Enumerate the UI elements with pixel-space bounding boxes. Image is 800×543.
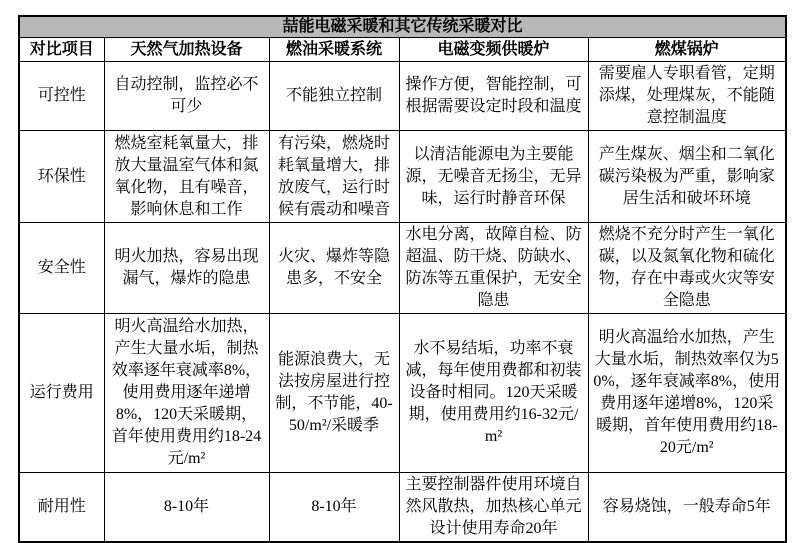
row-label: 安全性	[19, 223, 104, 314]
table-cell: 燃烧不充分时产生一氧化碳，以及氮氧化物和硫化物，存在中毒或火灾等安全隐患	[588, 223, 786, 314]
comparison-table-container	[18, 15, 787, 543]
table-title: 喆能电磁采暖和其它传统采暖对比	[19, 16, 786, 38]
table-cell: 明火高温给水加热，产生大量水垢，制热效率仅为50%，逐年衰减率8%，使用费用逐年递增8%，120采暖期，首年使用费用约18-20元/m²	[588, 314, 786, 473]
table-cell: 不能独立控制	[269, 62, 399, 131]
table-cell: 8-10年	[104, 473, 269, 543]
header-fuel-oil: 燃油采暖系统	[269, 38, 399, 62]
table-cell: 能源浪费大，无法按房屋进行控制，不节能，40-50/m²/采暖季	[269, 314, 399, 473]
row-label: 运行费用	[19, 314, 104, 473]
table-title-row	[19, 16, 786, 38]
header-natural-gas: 天然气加热设备	[104, 38, 269, 62]
table-cell: 水不易结垢，功率不衰减，每年使用费都和初装设备时相同。120天采暖期，使用费用约16-32元/m²	[399, 314, 588, 473]
row-label: 环保性	[19, 131, 104, 223]
header-coal-boiler: 燃煤锅炉	[588, 38, 786, 62]
table-cell: 需要雇人专职看管，定期添煤，处理煤灰，不能随意控制温度	[588, 62, 786, 131]
row-label: 耐用性	[19, 473, 104, 543]
table-row-safety	[19, 223, 786, 314]
comparison-table	[18, 15, 787, 543]
table-cell: 水电分离，故障自检、防超温、防干烧、防缺水、防冻等五重保护，无安全隐患	[399, 223, 588, 314]
table-row-operating-cost	[19, 314, 786, 473]
table-cell: 操作方便，智能控制，可根据需要设定时段和温度	[399, 62, 588, 131]
header-electromagnetic: 电磁变频供暖炉	[399, 38, 588, 62]
table-row-environment	[19, 131, 786, 223]
table-cell: 主要控制器件使用环境自然风散热，加热核心单元设计使用寿命20年	[399, 473, 588, 543]
table-cell: 8-10年	[269, 473, 399, 543]
table-cell: 明火加热，容易出现漏气，爆炸的隐患	[104, 223, 269, 314]
table-cell: 以清洁能源电为主要能源，无噪音无扬尘，无异味，运行时静音环保	[399, 131, 588, 223]
row-label: 可控性	[19, 62, 104, 131]
header-compare-item: 对比项目	[19, 38, 104, 62]
table-cell: 容易烧蚀，一般寿命5年	[588, 473, 786, 543]
table-header-row	[19, 38, 786, 62]
table-row-controllability	[19, 62, 786, 131]
table-cell: 有污染，燃烧时耗氧量增大，排放废气，运行时候有震动和噪音	[269, 131, 399, 223]
table-cell: 明火高温给水加热，产生大量水垢，制热效率逐年衰减率8%，使用费用逐年递增8%，120天采暖期，首年使用费用约18-24元/m²	[104, 314, 269, 473]
table-row-durability	[19, 473, 786, 543]
table-cell: 火灾、爆炸等隐患多，不安全	[269, 223, 399, 314]
table-cell: 产生煤灰、烟尘和二氧化碳污染极为严重，影响家居生活和破坏环境	[588, 131, 786, 223]
table-cell: 燃烧室耗氧量大，排放大量温室气体和氮氧化物，且有噪音，影响休息和工作	[104, 131, 269, 223]
table-cell: 自动控制，监控必不可少	[104, 62, 269, 131]
